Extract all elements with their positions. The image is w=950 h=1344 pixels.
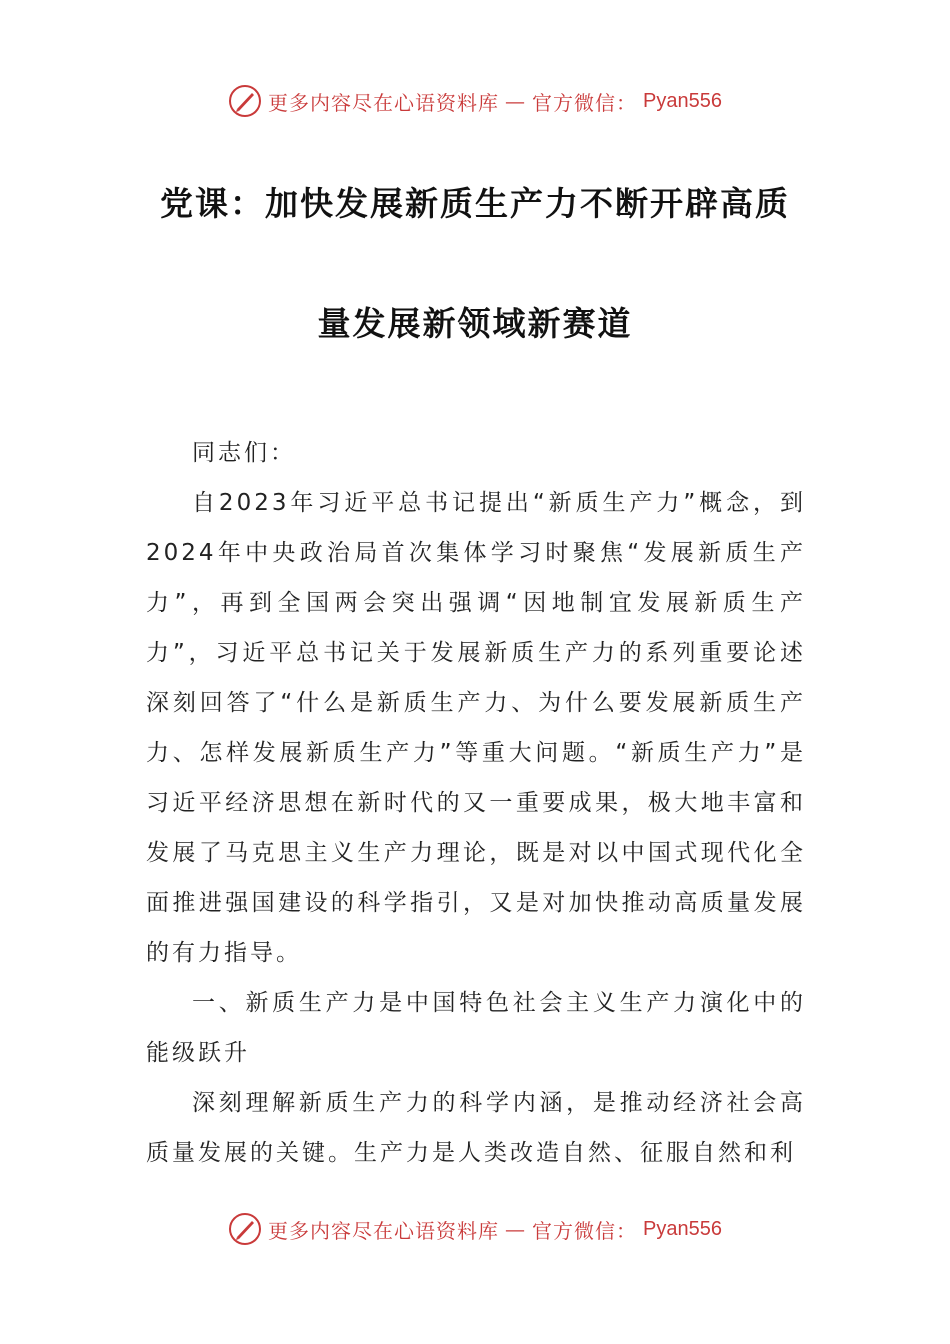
watermark-wechat-id: Pyan556 [643,1217,722,1240]
document-title-line-2: 量发展新领域新赛道 [317,304,633,343]
section-heading: 一、新质生产力是中国特色社会主义生产力演化中的能级跃升 [146,990,806,1066]
watermark-wechat-label: 官方微信： [532,90,638,115]
watermark-brand: 更多内容尽在心语资料库 [268,1218,500,1243]
watermark-wechat-id: Pyan556 [643,89,722,112]
header-watermark [0,84,950,118]
quill-logo-icon [228,1212,262,1246]
watermark-dash: — [505,1217,527,1241]
watermark-dash: — [505,89,527,113]
document-title-line-1: 党课：加快发展新质生产力不断开辟高质 [160,184,790,223]
quill-logo-icon [228,84,262,118]
body-paragraph: 自2023年习近平总书记提出“新质生产力”概念，到2024年中央政治局首次集体学习时聚焦“发展新质生产力”，再到全国两会突出强调“因地制宜发展新质生产力”，习近平总书记关于发展新质生产力的系列重要论述深刻回答了“什么是新质生产力、为什么要发展新质生产力、怎样发展新质生产力”等重大问题。“新质生产力”是习近平经济思想在新时代的又一重要成果，极大地丰富和发展了马克思主义生产力理论，既是对以中国式现代化全面推进强国建设的科学指引，又是对加快推动高质量发展的有力指导。 [146,490,806,966]
greeting: 同志们： [192,440,296,466]
body-paragraph: 深刻理解新质生产力的科学内涵，是推动经济社会高质量发展的关键。生产力是人类改造自然、征服自然和利 [146,1090,806,1166]
document-body [146,428,806,1178]
watermark-wechat-label: 官方微信： [532,1218,638,1243]
watermark-brand: 更多内容尽在心语资料库 [268,90,500,115]
footer-watermark [0,1212,950,1246]
